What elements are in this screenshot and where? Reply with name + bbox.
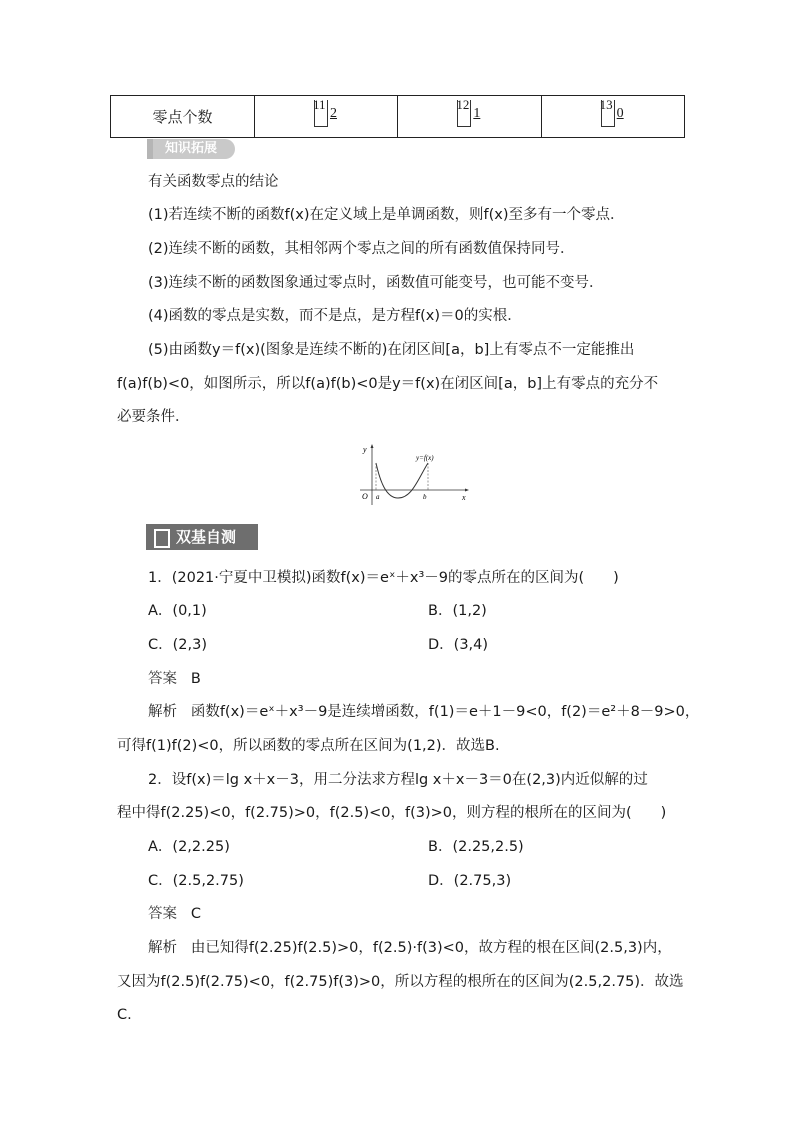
blank-box: [456, 97, 471, 127]
option-c: C．(2.5,2.75): [148, 873, 244, 889]
origin-label: O: [362, 492, 368, 501]
option-a: A．(0,1): [148, 603, 207, 619]
question-stem: 程中得f(2.25)<0，f(2.75)>0，f(2.5)<0，f(3)>0，则方程的根所在的区间为( ): [117, 805, 667, 821]
knowledge-item: (1)若连续不断的函数f(x)在定义域上是单调函数，则f(x)至多有一个零点．: [148, 207, 625, 223]
option-b: B．(2.25,2.5): [428, 839, 524, 855]
knowledge-item: (2)连续不断的函数，其相邻两个零点之间的所有函数值保持同号．: [148, 241, 575, 257]
analysis-label: 解析: [148, 704, 177, 720]
table-cell: [255, 96, 398, 138]
answer-line: [148, 669, 201, 689]
analysis-text: 函数f(x)＝eˣ＋x³－9是连续增函数，f(1)＝e＋1－9<0，f(2)＝e²＋8－9>0，: [190, 704, 700, 720]
curve-label: y=f(x): [416, 454, 434, 462]
blank-number: 12: [456, 97, 470, 112]
y-axis-arrow: [371, 444, 374, 448]
answer-value: C: [190, 906, 201, 922]
knowledge-extension-tag: [147, 139, 235, 159]
analysis-line: 可得f(1)f(2)<0，所以函数的零点所在区间为(1,2)．故选B.: [117, 738, 500, 754]
option-b: B．(1,2): [428, 603, 487, 619]
analysis-line: 又因为f(2.5)f(2.75)<0，f(2.75)f(3)>0，所以方程的根所在的区间为(2.5,2.75)．故选: [117, 974, 684, 990]
blank-number: 13: [599, 97, 613, 112]
zero-count-table: [110, 95, 685, 138]
answer-label: 答案: [148, 906, 177, 922]
tag-label: 双基自测: [176, 528, 237, 546]
option-d: D．(2.75,3): [428, 873, 512, 889]
analysis-line: [148, 702, 699, 722]
blank-answer: 2: [330, 106, 337, 121]
tag-label: 知识拓展: [164, 141, 217, 156]
option-d: D．(3,4): [428, 637, 489, 653]
analysis-line: C.: [117, 1007, 132, 1023]
knowledge-item: 必要条件．: [117, 409, 190, 425]
question-stem: 2．设f(x)＝lg x＋x－3，用二分法求方程lg x＋x－3＝0在(2,3)内近似解的过: [148, 772, 648, 788]
table-cell: [398, 96, 541, 138]
knowledge-item: (4)函数的零点是实数，而不是点，是方程f(x)＝0的实根．: [148, 308, 522, 324]
answer-label: 答案: [148, 671, 177, 687]
option-c: C．(2,3): [148, 637, 207, 653]
function-graph-figure: [352, 443, 472, 507]
answer-line: [148, 904, 201, 924]
table-cell: [541, 96, 684, 138]
knowledge-title: 有关函数零点的结论: [148, 174, 279, 190]
answer-value: B: [190, 671, 201, 687]
a-label: a: [376, 493, 380, 501]
option-a: A．(2,2.25): [148, 839, 230, 855]
y-label: y: [363, 445, 367, 454]
analysis-line: [148, 938, 672, 958]
function-curve: [376, 463, 428, 498]
square-icon: [154, 529, 170, 548]
b-label: b: [423, 493, 427, 501]
x-label: x: [462, 493, 466, 502]
knowledge-item: (3)连续不断的函数图象通过零点时，函数值可能变号，也可能不变号．: [148, 275, 604, 291]
analysis-text: 由已知得f(2.25)f(2.5)>0，f(2.5)·f(3)<0，故方程的根在区间(2.5,3)内，: [190, 940, 672, 956]
knowledge-item: f(a)f(b)<0，如图所示，所以f(a)f(b)<0是y＝f(x)在闭区间[a，b]上有零点的充分不: [117, 376, 659, 392]
question-stem: 1．(2021·宁夏中卫模拟)函数f(x)＝eˣ＋x³－9的零点所在的区间为( ): [148, 570, 619, 586]
blank-number: 11: [313, 97, 326, 112]
row-header: 零点个数: [111, 96, 255, 138]
table-row: [111, 96, 685, 138]
knowledge-item: (5)由函数y＝f(x)(图象是连续不断的)在闭区间[a，b]上有零点不一定能推出: [148, 342, 635, 358]
blank-box: [599, 97, 615, 127]
blank-answer: 0: [616, 106, 624, 121]
blank-box: [313, 97, 328, 127]
analysis-label: 解析: [148, 940, 177, 956]
self-test-tag: [146, 524, 258, 550]
x-axis-arrow: [465, 489, 469, 492]
blank-answer: 1: [473, 106, 481, 121]
